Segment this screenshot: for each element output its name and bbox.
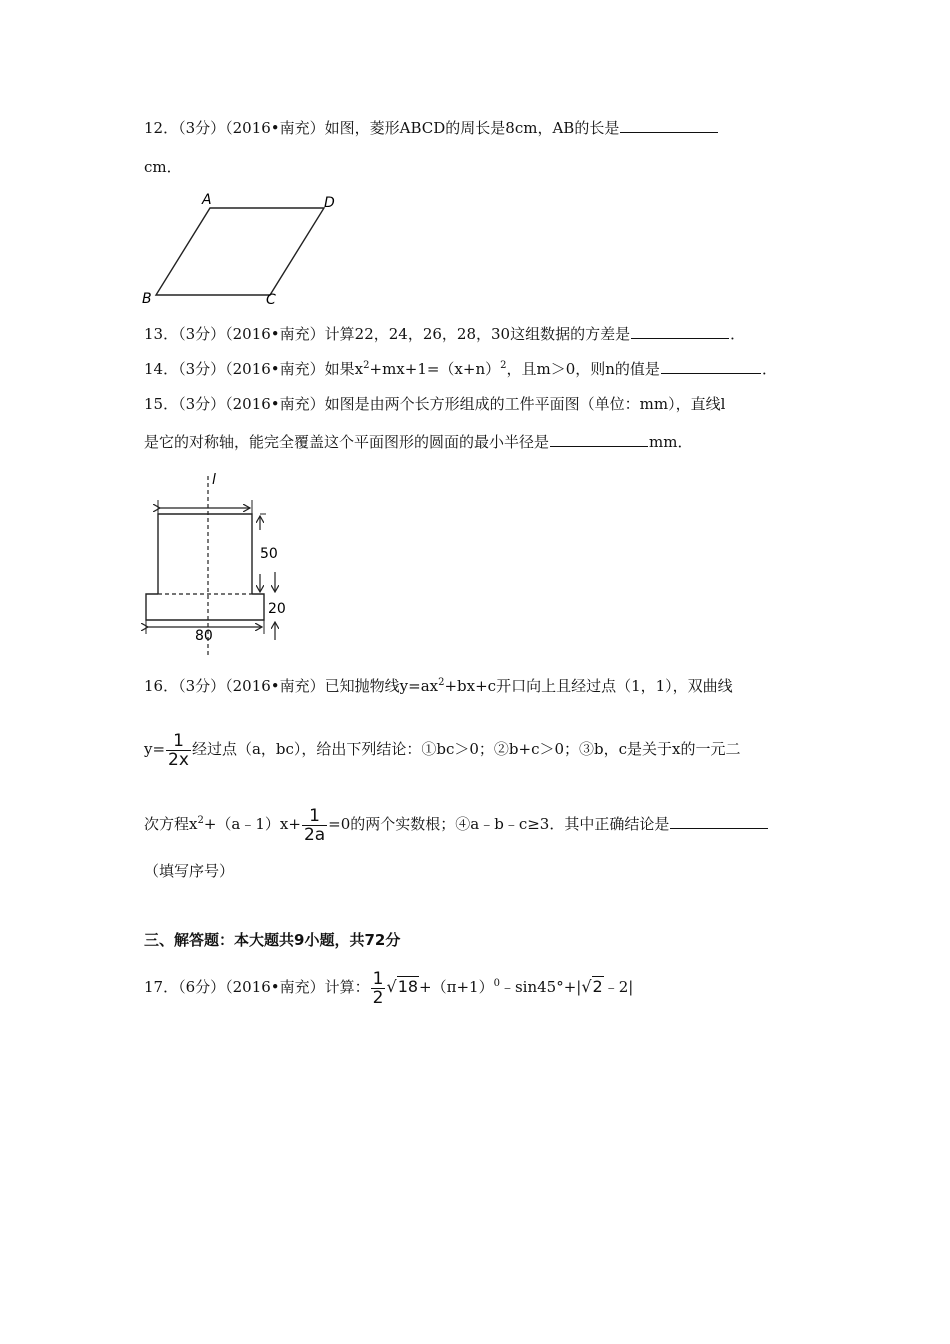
- q14-text-post: ，且m＞0，则n的值是: [506, 360, 660, 378]
- q14-line: [144, 359, 777, 379]
- q14-exponent-2: 2: [500, 360, 507, 371]
- q16-text-3a: 次方程x: [144, 815, 198, 833]
- q13-end: ．: [730, 325, 746, 343]
- top-rectangle: [158, 514, 252, 594]
- q15-line1: 15．（3分）（2016•南充）如图是由两个长方形组成的工件平面图（单位：mm），直线l: [144, 395, 726, 413]
- q14-text-pre: 14．（3分）（2016•南充）如果x: [144, 360, 364, 378]
- q16-text-3b: +（a﹣1）x+: [203, 815, 301, 833]
- workpiece-figure: [138, 468, 298, 658]
- fraction-denominator: 2a: [303, 824, 326, 845]
- vertex-label-a: A: [202, 192, 212, 208]
- dim-height-label: 50: [260, 546, 278, 562]
- dim-base-label: 20: [268, 601, 286, 617]
- dim-width-label: 80: [195, 628, 213, 644]
- section-heading: 三、解答题：本大题共9小题，共72分: [144, 931, 401, 949]
- q14-exponent-1: 2: [363, 360, 370, 371]
- vertex-label-d: D: [324, 195, 335, 211]
- q12-text: 12．（3分）（2016•南充）如图，菱形ABCD的周长是8cm，AB的长是: [144, 119, 620, 137]
- q16-text-2b: 经过点（a，bc），给出下列结论：①bc＞0；②b+c＞0；③b，c是关于x的一元二: [191, 740, 741, 758]
- q16-exponent-1: 2: [438, 677, 445, 688]
- fraction-numerator: 1: [372, 968, 384, 989]
- q13-line: [144, 324, 745, 344]
- q17-text-end: ﹣2|: [603, 978, 634, 996]
- q16-text-1b: +bx+c开口向上且经过点（1，1），双曲线: [444, 677, 733, 695]
- q16-line4: （填写序号）: [144, 862, 235, 880]
- q12-line2: cm．: [144, 158, 182, 176]
- axis-label: l: [212, 472, 216, 488]
- q16-line3: [144, 804, 769, 844]
- vertex-label-c: C: [266, 292, 276, 308]
- fraction-1-over-2x: [166, 732, 191, 769]
- rhombus-figure: [138, 188, 348, 310]
- q14-end: ．: [761, 360, 777, 378]
- q15-line2: [144, 432, 692, 452]
- q17-line: [144, 967, 633, 1007]
- vertex-label-b: B: [142, 291, 152, 307]
- q12-answer-blank[interactable]: [620, 118, 718, 133]
- radicand-2: 2: [592, 977, 603, 996]
- sqrt-2: √2: [581, 977, 603, 996]
- q17-exponent: 0: [493, 978, 500, 989]
- fraction-denominator: 2: [372, 987, 384, 1008]
- q17-text-pre: 17．（6分）（2016•南充）计算：: [144, 978, 370, 996]
- q16-text-3c: =0的两个实数根；④a﹣b﹣c≥3．其中正确结论是: [328, 815, 670, 833]
- q15-text: 是它的对称轴，能完全覆盖这个平面图形的圆面的最小半径是: [144, 433, 550, 451]
- q16-text-2a: y=: [144, 740, 166, 758]
- q15-end: mm．: [649, 433, 693, 451]
- q14-text-mid: +mx+1=（x+n）: [369, 360, 501, 378]
- q12-line1: [144, 118, 719, 138]
- q16-line2: [144, 729, 741, 769]
- q16-exponent-3: 2: [197, 815, 204, 826]
- q14-answer-blank[interactable]: [661, 359, 761, 374]
- q16-line1: [144, 676, 733, 696]
- q13-answer-blank[interactable]: [631, 324, 729, 339]
- q15-answer-blank[interactable]: [550, 432, 648, 447]
- fraction-numerator: 1: [166, 732, 191, 751]
- q17-text-mid: +（π+1）: [419, 978, 494, 996]
- rhombus-shape: [156, 208, 324, 295]
- q17-text-post: ﹣sin45°+|: [499, 978, 582, 996]
- fraction-numerator: 1: [302, 807, 327, 826]
- base-rectangle: [146, 594, 264, 620]
- fraction-denominator: 2x: [168, 749, 189, 770]
- q16-answer-blank[interactable]: [670, 814, 768, 829]
- sqrt-18: √18: [386, 977, 419, 996]
- fraction-one-half: [371, 970, 386, 1007]
- radicand-18: 18: [397, 977, 419, 996]
- fraction-1-over-2a: [302, 807, 327, 844]
- q16-text-1a: 16．（3分）（2016•南充）已知抛物线y=ax: [144, 677, 439, 695]
- q13-text: 13．（3分）（2016•南充）计算22，24，26，28，30这组数据的方差是: [144, 325, 631, 343]
